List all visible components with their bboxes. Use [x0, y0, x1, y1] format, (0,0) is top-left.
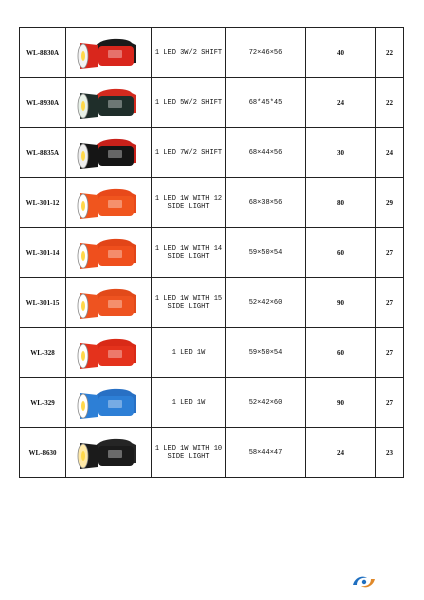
carton-quantity: 24 [306, 78, 376, 128]
table-row [20, 228, 404, 278]
table-row [20, 428, 404, 478]
light-description: 1 LED 7W/2 SHIFT [152, 128, 226, 178]
product-photo [66, 228, 152, 278]
carton-size: 68*45*45 [226, 78, 306, 128]
carton-size: 52×42×60 [226, 278, 306, 328]
torch-orange-icon [74, 183, 144, 223]
torch-red-icon [74, 333, 144, 373]
carton-quantity: 40 [306, 28, 376, 78]
carton-size: 68×44×56 [226, 128, 306, 178]
torch-green-black-icon [74, 83, 144, 123]
light-description: 1 LED 1W WITH 15 SIDE LIGHT [152, 278, 226, 328]
table-row [20, 78, 404, 128]
table-row [20, 178, 404, 228]
model-number: WL-8630 [20, 428, 66, 478]
carton-weight: 29 [376, 178, 404, 228]
carton-size: 72×46×56 [226, 28, 306, 78]
product-photo [66, 278, 152, 328]
product-table [19, 27, 404, 478]
company-logo-icon [349, 572, 379, 592]
carton-weight: 22 [376, 78, 404, 128]
model-number: WL-328 [20, 328, 66, 378]
carton-weight: 27 [376, 278, 404, 328]
light-description: 1 LED 1W WITH 10 SIDE LIGHT [152, 428, 226, 478]
torch-orange-icon [74, 283, 144, 323]
light-description: 1 LED 3W/2 SHIFT [152, 28, 226, 78]
table-row [20, 378, 404, 428]
carton-size: 52×42×60 [226, 378, 306, 428]
model-number: WL-329 [20, 378, 66, 428]
light-description: 1 LED 1W WITH 14 SIDE LIGHT [152, 228, 226, 278]
product-photo [66, 328, 152, 378]
carton-quantity: 80 [306, 178, 376, 228]
carton-size: 58×44×47 [226, 428, 306, 478]
model-number: WL-301-15 [20, 278, 66, 328]
model-number: WL-8930A [20, 78, 66, 128]
carton-size: 59×50×54 [226, 328, 306, 378]
torch-orange-icon [74, 233, 144, 273]
table-row [20, 328, 404, 378]
product-photo [66, 378, 152, 428]
carton-weight: 27 [376, 378, 404, 428]
model-number: WL-8835A [20, 128, 66, 178]
torch-blue-icon [74, 383, 144, 423]
carton-weight: 27 [376, 328, 404, 378]
table-row [20, 28, 404, 78]
light-description: 1 LED 1W [152, 378, 226, 428]
table-row [20, 128, 404, 178]
carton-size: 68×38×56 [226, 178, 306, 228]
table-row [20, 278, 404, 328]
product-photo [66, 178, 152, 228]
carton-quantity: 30 [306, 128, 376, 178]
carton-quantity: 90 [306, 278, 376, 328]
light-description: 1 LED 5W/2 SHIFT [152, 78, 226, 128]
product-photo [66, 78, 152, 128]
torch-black-red-icon [74, 133, 144, 173]
model-number: WL-301-14 [20, 228, 66, 278]
product-photo [66, 128, 152, 178]
carton-quantity: 90 [306, 378, 376, 428]
carton-weight: 27 [376, 228, 404, 278]
carton-weight: 23 [376, 428, 404, 478]
carton-quantity: 24 [306, 428, 376, 478]
carton-size: 59×50×54 [226, 228, 306, 278]
model-number: WL-8830A [20, 28, 66, 78]
product-photo [66, 28, 152, 78]
carton-quantity: 60 [306, 228, 376, 278]
carton-weight: 24 [376, 128, 404, 178]
torch-red-black-icon [74, 33, 144, 73]
light-description: 1 LED 1W [152, 328, 226, 378]
carton-weight: 22 [376, 28, 404, 78]
carton-quantity: 60 [306, 328, 376, 378]
product-photo [66, 428, 152, 478]
model-number: WL-301-12 [20, 178, 66, 228]
torch-black-gold-icon [74, 433, 144, 473]
light-description: 1 LED 1W WITH 12 SIDE LIGHT [152, 178, 226, 228]
